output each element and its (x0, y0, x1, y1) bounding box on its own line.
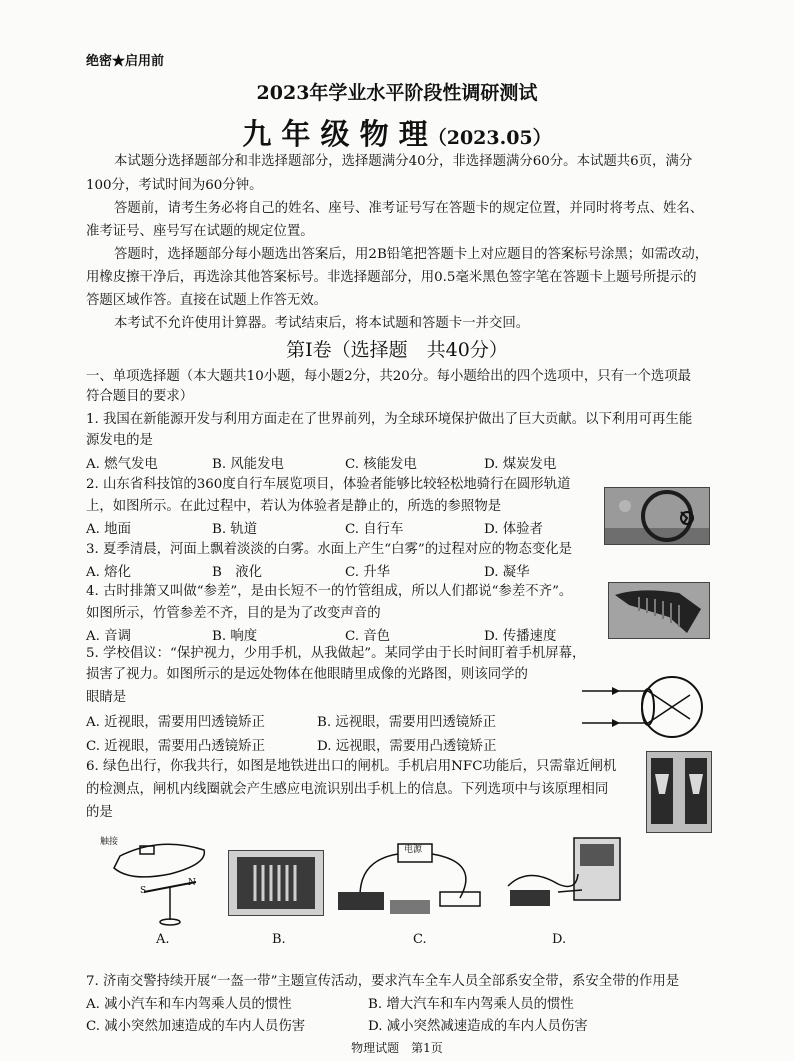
q5-option-a: A. 近视眼，需要用凹透镜矫正 (86, 715, 265, 730)
figure-label-a: A. (156, 932, 170, 947)
instruction-line: 100分，考试时间为60分钟。 (86, 178, 263, 193)
question-6-text: 的是 (86, 805, 113, 820)
bike-track-photo (604, 487, 710, 545)
q2-option-b: B. 轨道 (212, 522, 258, 537)
instruction-line: 用橡皮擦干净后，再选涂其他答案标号。非选择题部分，用0.5毫米黑色签字笔在答题卡上题号所提示的 (86, 270, 697, 285)
q3-option-a: A. 熔化 (86, 565, 131, 580)
part-title: 第Ⅰ卷（选择题 共40分） (286, 339, 508, 361)
question-1-text: 源发电的是 (86, 433, 153, 448)
instruction-line: 答题区域作答。直接在试题上作答无效。 (86, 293, 328, 308)
instruction-line: 本考试不允许使用计算器。考试结束后，将本试题和答题卡一并交回。 (114, 316, 530, 331)
q3-option-d: D. 凝华 (484, 565, 530, 580)
subject-title (0, 112, 794, 153)
confidential-mark: 绝密★启用前 (86, 54, 165, 69)
q4-option-b: B. 响度 (212, 629, 258, 644)
q1-option-c: C. 核能发电 (345, 457, 417, 472)
q3-option-c: C. 升华 (345, 565, 391, 580)
question-1-text: 1. 我国在新能源开发与利用方面走在了世界前列，为全球环境保护做出了巨大贡献。以下利用可再生能 (86, 412, 693, 427)
instruction-line: 答题时，选择题部分每小题选出答案后，用2B铅笔把答题卡上对应题目的答案标号涂黑；如需改动， (114, 247, 709, 262)
subject-name: 九 年 级 物 理 (242, 117, 428, 151)
figure-a-label-contact: 触接 (100, 837, 119, 847)
q7-option-a: A. 减小汽车和车内驾乘人员的惯性 (86, 997, 292, 1012)
question-4-text: 如图所示，竹管参差不齐，目的是为了改变声音的 (86, 606, 381, 621)
figure-d-galvanometer (498, 834, 648, 928)
question-6-text: 的检测点，闸机内线圈就会产生感应电流识别出手机上的信息。下列选项中与该原理相同 (86, 782, 609, 797)
instruction-line: 答题前，请考生务必将自己的姓名、座号、准考证号写在答题卡的规定位置，并同时将考点、姓名、 (114, 201, 704, 216)
q1-option-d: D. 煤炭发电 (484, 457, 557, 472)
instruction-line: 准考证号、座号写在试题的规定位置。 (86, 224, 314, 239)
subway-gate-photo (646, 751, 712, 833)
q7-option-c: C. 减小突然加速造成的车内人员伤害 (86, 1019, 306, 1034)
figure-a-label-n: N (188, 878, 196, 888)
q2-option-a: A. 地面 (86, 522, 131, 537)
subject-date: （2023.05） (427, 127, 552, 149)
figure-b-electromagnet-photo (228, 850, 324, 916)
question-5-text: 5. 学校倡议：“保护视力，少用手机，从我做起”。某同学由于长时间盯着手机屏幕， (86, 646, 586, 661)
figure-c-generator (330, 836, 490, 926)
figure-a-compass-wire (100, 834, 220, 930)
q1-option-a: A. 燃气发电 (86, 457, 158, 472)
question-4-text: 4. 古时排箫又叫做“参差”，是由长短不一的竹管组成，所以人们都说“参差不齐”。 (86, 584, 573, 599)
q5-option-c: C. 近视眼，需要用凸透镜矫正 (86, 739, 265, 754)
q3-option-b: B 液化 (212, 565, 263, 580)
figure-label-c: C. (413, 932, 427, 947)
figure-a-label-s: S (140, 886, 147, 896)
section-heading: 符合题目的要求） (86, 389, 194, 404)
exam-title: 2023年学业水平阶段性调研测试 (256, 82, 538, 104)
q7-option-d: D. 减小突然减速造成的车内人员伤害 (368, 1019, 588, 1034)
figure-c-label-power: 电源 (404, 845, 423, 855)
q5-option-d: D. 远视眼，需要用凸透镜矫正 (317, 739, 497, 754)
pan-flute-photo (608, 582, 710, 639)
question-3-text: 3. 夏季清晨，河面上飘着淡淡的白雾。水面上产生“白雾”的过程对应的物态变化是 (86, 542, 573, 557)
section-heading: 一、单项选择题（本大题共10小题，每小题2分，共20分。每小题给出的四个选项中，只有一个选项最 (86, 369, 692, 384)
question-7-text: 7. 济南交警持续开展“一盔一带”主题宣传活动，要求汽车全车人员全部系安全带，系安全带的作用是 (86, 974, 680, 989)
q4-option-c: C. 音色 (345, 629, 391, 644)
question-2-text: 2. 山东省科技馆的360度自行车展览项目，体验者能够比较轻松地骑行在圆形轨道 (86, 477, 571, 492)
q4-option-a: A. 音调 (86, 629, 131, 644)
figure-label-d: D. (552, 932, 567, 947)
q1-option-b: B. 风能发电 (212, 457, 284, 472)
page-footer: 物理试题 第1页 (351, 1041, 443, 1055)
q7-option-b: B. 增大汽车和车内驾乘人员的惯性 (368, 997, 574, 1012)
instruction-line: 本试题分选择题部分和非选择题部分，选择题满分40分，非选择题满分60分。本试题共6页，满分 (114, 154, 693, 169)
q4-option-d: D. 传播速度 (484, 629, 557, 644)
question-6-text: 6. 绿色出行，你我共行，如图是地铁进出口的闸机。手机启用NFC功能后，只需靠近闸机 (86, 759, 617, 774)
question-5-text: 损害了视力。如图所示的是远处物体在他眼睛里成像的光路图，则该同学的 (86, 667, 528, 682)
q2-option-d: D. 体验者 (484, 522, 543, 537)
q2-option-c: C. 自行车 (345, 522, 404, 537)
question-5-text: 眼睛是 (86, 690, 127, 705)
figure-label-b: B. (272, 932, 286, 947)
q5-option-b: B. 远视眼，需要用凹透镜矫正 (317, 715, 497, 730)
eye-ray-diagram (578, 675, 718, 739)
question-2-text: 上，如图所示。在此过程中，若认为体验者是静止的，所选的参照物是 (86, 499, 502, 514)
